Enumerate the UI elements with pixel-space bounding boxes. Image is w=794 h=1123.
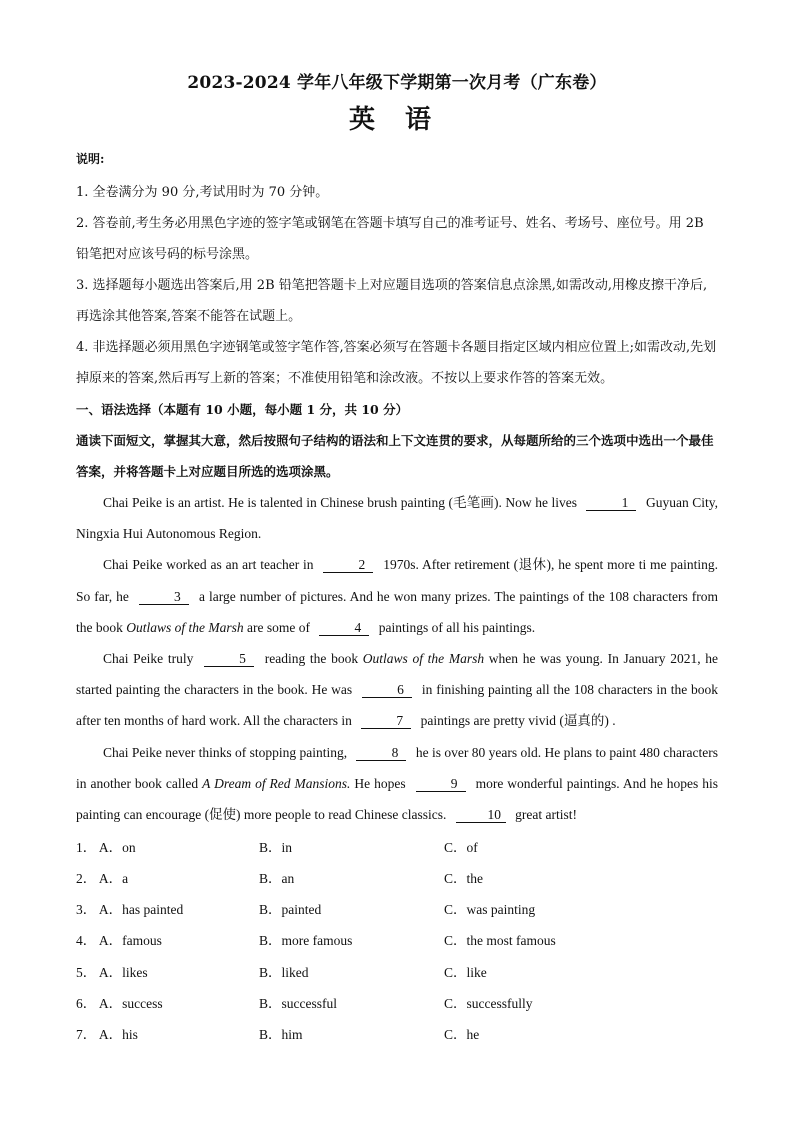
option-c: C．the most famous	[444, 933, 556, 949]
option-c: C．was painting	[444, 902, 536, 918]
option-b: B．more famous	[259, 933, 353, 949]
section-heading: 一、语法选择（本题有 10 小题，每小题 1 分，共 10 分）	[76, 402, 409, 417]
passage-text: more wonderful paintings. And he hopes his painting can encourage (促使) more people to read Chinese classics.	[76, 775, 719, 823]
option-a: 5． A．likes	[76, 964, 148, 980]
passage-paragraph-4	[76, 737, 718, 831]
note-item: 1. 全卷满分为 90 分,考试用时为 70 分钟。	[76, 185, 329, 200]
passage-text: He hopes	[354, 775, 406, 791]
option-a: 6． A．success	[76, 995, 163, 1011]
option-b: B．successful	[259, 995, 337, 1011]
blank-3: 3	[139, 589, 189, 605]
section-instruction: 通读下面短文，掌握其大意，然后按照句子结构的语法和上下文连贯的要求，从每题所给的三个选项中选出一个最佳答案，并将答题卡上对应题目所选的选项涂黑。	[76, 433, 714, 479]
blank-6: 6	[362, 682, 412, 698]
blank-5: 5	[204, 651, 254, 667]
exam-page	[76, 68, 718, 1049]
note-item: 3. 选择题每小题选出答案后,用 2B 铅笔把答题卡上对应题目选项的答案信息点涂黑,如需改动,用橡皮擦干净后,再选涂其他答案,答案不能答在试题上。	[76, 278, 708, 324]
passage-text: in finishing painting all the 108 characters in the book after ten months of hard work. All the characters in	[76, 682, 719, 729]
passage-text: are some of	[247, 619, 310, 635]
option-row	[76, 955, 718, 986]
passage-text: reading the book	[264, 651, 359, 667]
option-a: 2． A．a	[76, 871, 129, 887]
passage-text: a large number of pictures. And he won many prizes. The paintings of the 108 characters from the book	[76, 588, 718, 635]
blank-7: 7	[361, 713, 411, 729]
option-c: C．successfully	[444, 995, 533, 1011]
option-c: C．he	[444, 1026, 480, 1042]
option-a: 7． A．his	[76, 1026, 138, 1042]
option-row	[76, 893, 718, 924]
passage-paragraph-1	[76, 487, 718, 549]
passage-text: Guyuan City, Ningxia Hui Autonomous Region.	[76, 495, 718, 542]
option-c: C．of	[444, 839, 478, 855]
option-b: B．an	[259, 871, 295, 887]
option-b: B．in	[259, 839, 293, 855]
passage-text: he is over 80 years old. He plans to paint 480 characters in another book called	[76, 744, 719, 791]
note-item: 4. 非选择题必须用黑色字迹钢笔或签字笔作答,答案必须写在答题卡各题目指定区域内相应位置上;如需改动,先划掉原来的答案,然后再写上新的答案；不准使用铅笔和涂改液。不按以上要求作答的答案无效。	[76, 340, 717, 386]
book-title: Outlaws of the Marsh	[362, 651, 485, 667]
option-row	[76, 1017, 718, 1048]
option-b: B．him	[259, 1026, 303, 1042]
option-row	[76, 861, 718, 892]
option-b: B．painted	[259, 902, 322, 918]
blank-8: 8	[356, 745, 406, 761]
option-a: 4． A．famous	[76, 933, 162, 949]
passage-text: Chai Peike worked as an art teacher in	[103, 557, 314, 573]
blank-1: 1	[586, 495, 636, 511]
passage-text: Chai Peike never thinks of stopping painting,	[103, 744, 348, 760]
notes-label: 说明:	[76, 152, 105, 166]
passage-text: paintings of all his paintings.	[378, 619, 536, 635]
passage-text: when he was young. In January 2021, he started painting the characters in the book. He was	[76, 651, 718, 698]
option-b: B．liked	[259, 964, 309, 980]
book-title: Outlaws of the Marsh	[126, 619, 244, 635]
option-c: C．like	[444, 964, 487, 980]
option-a: 3． A．has painted	[76, 902, 184, 918]
blank-10: 10	[456, 807, 506, 823]
blank-2: 2	[323, 557, 373, 573]
passage-text: paintings are pretty vivid (逼真的) .	[420, 713, 616, 729]
option-row	[76, 986, 718, 1017]
note-item: 2. 答卷前,考生务必用黑色字迹的签字笔或钢笔在答题卡填写自己的准考证号、姓名、考场号、座位号。用 2B 铅笔把对应该号码的标号涂黑。	[76, 216, 704, 262]
subject-title: 英语	[348, 105, 461, 135]
exam-title: 2023-2024 学年八年级下学期第一次月考（广东卷）	[187, 73, 607, 93]
blank-9: 9	[416, 776, 466, 792]
options-list	[76, 830, 718, 1048]
passage-text: Chai Peike truly	[103, 651, 194, 667]
option-c: C．the	[444, 871, 483, 887]
book-title: A Dream of Red Mansions.	[202, 775, 351, 791]
passage-text: 1970s. After retirement (退休), he spent more ti me painting. So far, he	[76, 557, 719, 604]
option-row	[76, 830, 718, 861]
passage-paragraph-3	[76, 643, 718, 737]
passage-paragraph-2	[76, 549, 718, 643]
option-a: 1． A．on	[76, 839, 136, 855]
option-row	[76, 924, 718, 955]
passage-text: great artist!	[515, 807, 577, 823]
passage-text: Chai Peike is an artist. He is talented in Chinese brush painting (毛笔画). Now he lives	[103, 495, 577, 510]
blank-4: 4	[319, 620, 369, 636]
